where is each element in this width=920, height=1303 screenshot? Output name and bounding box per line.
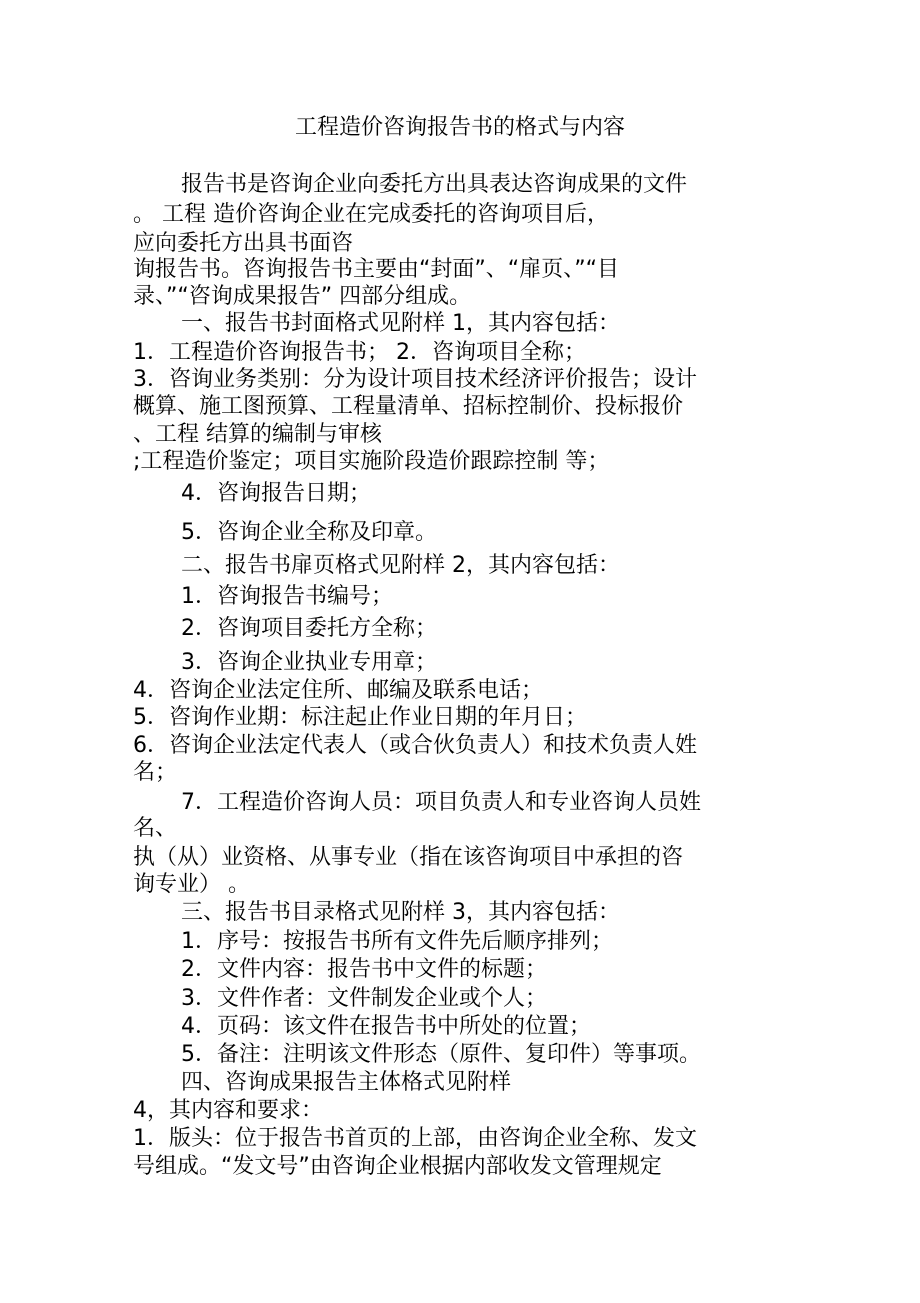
list-item: 2．咨询项目委托方全称； [181, 616, 437, 641]
paragraph-line: ;工程造价鉴定；项目实施阶段造价跟踪控制 等； [133, 449, 610, 474]
document-title: 工程造价咨询报告书的格式与内容 [294, 115, 625, 140]
paragraph-line: 询专业） 。 [133, 872, 250, 897]
paragraph-line: 询报告书。咨询报告书主要由“封面”、“扉页、”“目 [133, 257, 619, 282]
section-heading: 三、报告书目录格式见附样 3，其内容包括： [181, 900, 620, 925]
paragraph-line: 应向委托方出具书面咨 [133, 231, 354, 256]
section-heading: 一、报告书封面格式见附样 1，其内容包括： [181, 311, 620, 336]
paragraph-line: 4，其内容和要求： [133, 1098, 323, 1123]
list-item: 1．咨询报告书编号； [181, 584, 393, 609]
list-item: 3．咨询业务类别：分为设计项目技术经济评价报告；设计 [133, 367, 697, 392]
paragraph-line: 报告书是咨询企业向委托方出具表达咨询成果的文件 [181, 172, 688, 197]
paragraph-line: 号组成。“发文号”由咨询企业根据内部收发文管理规定 [133, 1154, 662, 1179]
list-item: 6．咨询企业法定代表人（或合伙负责人）和技术负责人姓 [133, 733, 697, 758]
list-item: 7．工程造价咨询人员：项目负责人和专业咨询人员姓 [181, 790, 701, 815]
list-item: 1．工程造价咨询报告书； 2．咨询项目全称； [133, 340, 586, 365]
list-item: 1．序号：按报告书所有文件先后顺序排列； [181, 929, 613, 954]
paragraph-line: 录、”“咨询成果报告” 四部分组成。 [133, 284, 472, 309]
list-item: 5．备注：注明该文件形态（原件、复印件）等事项。 [181, 1042, 701, 1067]
list-item: 1．版头：位于报告书首页的上部，由咨询企业全称、发文 [133, 1126, 697, 1151]
list-item: 4．咨询报告日期； [181, 481, 371, 506]
list-item: 5．咨询作业期：标注起止作业日期的年月日； [133, 705, 587, 730]
section-heading: 二、报告书扉页格式见附样 2，其内容包括： [181, 553, 620, 578]
paragraph-line: 名； [133, 760, 178, 785]
paragraph-line: 。 工程 造价咨询企业在完成委托的咨询项目后， [133, 202, 609, 227]
paragraph-line: 、工程 结算的编制与审核 [133, 422, 382, 447]
list-item: 3．文件作者：文件制发企业或个人； [181, 986, 547, 1011]
list-item: 2．文件内容：报告书中文件的标题； [181, 957, 547, 982]
list-item: 5．咨询企业全称及印章。 [181, 520, 437, 545]
paragraph-line: 名、 [133, 816, 178, 841]
list-item: 3．咨询企业执业专用章； [181, 650, 437, 675]
paragraph-line: 执（从）业资格、从事专业（指在该咨询项目中承担的咨 [133, 845, 684, 870]
list-item: 4．咨询企业法定住所、邮编及联系电话； [133, 678, 543, 703]
paragraph-line: 概算、施工图预算、工程量清单、招标控制价、投标报价 [133, 394, 684, 419]
section-heading: 四、咨询成果报告主体格式见附样 [181, 1070, 512, 1095]
list-item: 4．页码：该文件在报告书中所处的位置； [181, 1014, 591, 1039]
